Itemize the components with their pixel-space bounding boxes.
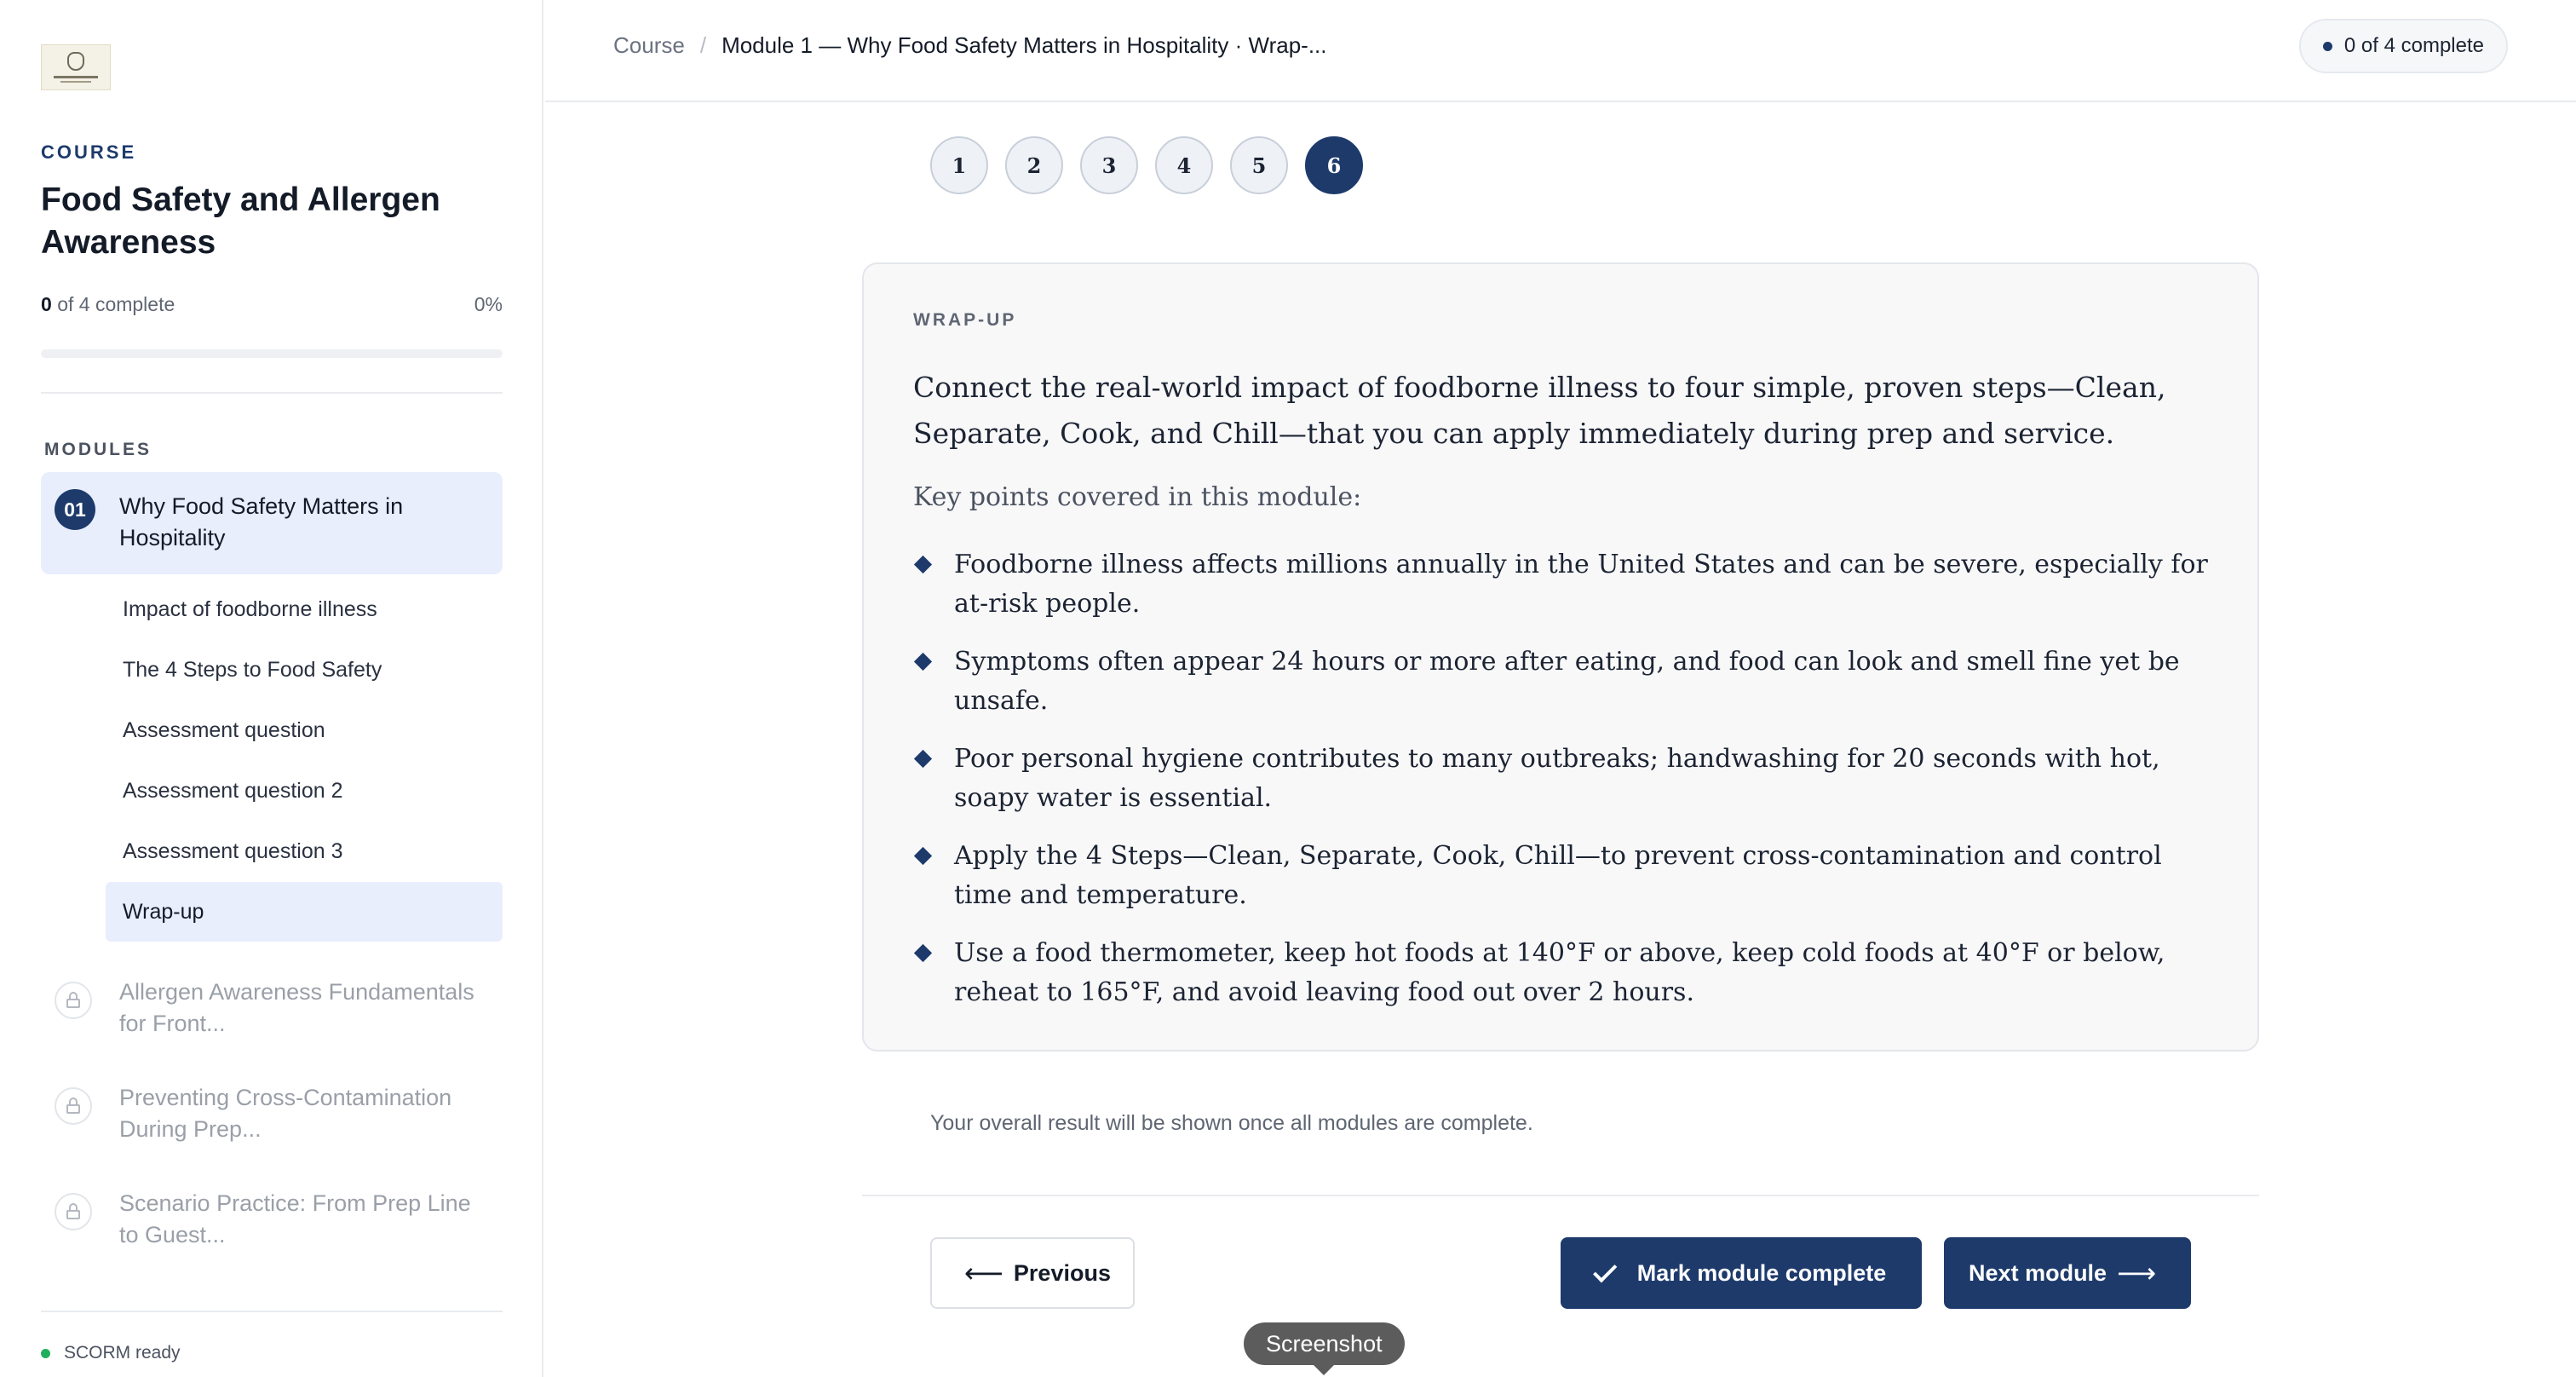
status-dot-icon [41,1349,50,1358]
step-button-6-current[interactable]: 6 [1305,136,1363,194]
step-button-4[interactable]: 4 [1155,136,1213,194]
footer-divider [862,1195,2259,1196]
module-item-locked [41,1082,503,1150]
diamond-bullet-icon [914,653,932,671]
completed-count: 0 [41,293,52,315]
breadcrumb-current: Module 1 — Why Food Safety Matters in Hospitality · Wrap-... [722,32,1327,58]
step-button-5[interactable]: 5 [1230,136,1288,194]
completed-suffix: of 4 complete [57,293,175,315]
next-module-label: Next module [1969,1259,2107,1286]
card-intro: Connect the real-world impact of foodborne illness to four simple, proven steps—Clean, Separate, Cook, and Chill—that you can apply immediately during prep and service. [913,371,2166,450]
top-bar [545,0,2576,102]
module-title-locked: Allergen Awareness Fundamentals for Front... [119,979,474,1036]
previous-button[interactable] [930,1237,1135,1309]
module-number-badge: 01 [55,489,95,530]
status-dot-icon [2323,42,2332,51]
sidebar-divider [41,1311,503,1312]
module-item-locked [41,1188,503,1256]
key-point [913,740,2225,818]
module-item-locked [41,977,503,1045]
card-subhead: Key points covered in this module: [913,482,1362,512]
key-point [913,545,2225,624]
lesson-item[interactable]: Impact of foodborne illness [123,596,377,621]
module-item-active[interactable] [41,472,503,574]
key-points-list [913,545,2225,1031]
diamond-bullet-icon [914,556,932,573]
card-kicker: WRAP-UP [913,310,1017,330]
step-button-3[interactable]: 3 [1080,136,1138,194]
previous-button-label: Previous [1013,1259,1111,1286]
diamond-bullet-icon [914,750,932,768]
key-point [913,934,2225,1012]
key-point-text: Use a food thermometer, keep hot foods at 140°F or above, keep cold foods at 40°F or below, reheat to 165°F, and avoid leaving food out over 2 hours. [954,938,2165,1007]
module-title: Why Food Safety Matters in Hospitality [119,493,404,550]
lesson-item-active[interactable]: Wrap-up [106,882,503,942]
progress-bar [41,349,503,358]
key-point [913,642,2225,721]
key-point [913,837,2225,915]
scorm-status [41,1343,181,1363]
scorm-status-label: SCORM ready [64,1343,181,1363]
mark-module-complete-button[interactable] [1561,1237,1922,1309]
step-button-2[interactable]: 2 [1005,136,1063,194]
modules-kicker: MODULES [44,440,152,459]
next-module-button[interactable] [1944,1237,2191,1309]
arrow-right-icon: ⟶ [2117,1258,2156,1288]
breadcrumb-separator: / [699,32,707,58]
module-title-locked: Preventing Cross-Contamination During Prep... [119,1085,452,1142]
completion-status-label: 0 of 4 complete [2343,34,2484,57]
mark-complete-label: Mark module complete [1636,1259,1887,1286]
module-title-locked: Scenario Practice: From Prep Line to Guest... [119,1190,471,1247]
diamond-bullet-icon [914,944,932,962]
lesson-item[interactable]: Assessment question [123,717,325,742]
breadcrumb [613,32,1327,59]
check-icon [1593,1259,1617,1282]
step-navigator [930,136,1363,194]
lock-icon [55,1087,92,1125]
lock-icon [55,982,92,1019]
key-point-text: Poor personal hygiene contributes to many outbreaks; handwashing for 20 seconds with hot, soapy water is essential. [954,744,2160,813]
key-point-text: Symptoms often appear 24 hours or more after eating, and food can look and smell fine yet be unsafe. [954,647,2180,716]
completion-status-badge [2299,19,2508,73]
step-button-1[interactable]: 1 [930,136,988,194]
diamond-bullet-icon [914,847,932,865]
course-progress-text [41,293,503,316]
brand-logo [41,44,111,90]
breadcrumb-course-link[interactable]: Course [613,32,685,58]
lesson-item[interactable]: The 4 Steps to Food Safety [123,657,382,682]
sidebar-divider [41,392,503,394]
course-title: Food Safety and Allergen Awareness [41,181,440,261]
sidebar [0,0,543,1377]
lesson-item[interactable]: Assessment question 2 [123,778,343,803]
progress-percent: 0% [474,293,503,315]
arrow-left-icon: ⟵ [964,1258,1003,1288]
lesson-item[interactable]: Assessment question 3 [123,838,343,863]
course-kicker: COURSE [41,141,137,163]
screenshot-tooltip: Screenshot [1244,1322,1405,1365]
wrap-up-card [862,262,2259,1051]
key-point-text: Foodborne illness affects millions annually in the United States and can be severe, especially for at-risk people. [954,550,2208,619]
key-point-text: Apply the 4 Steps—Clean, Separate, Cook, Chill—to prevent cross-contamination and control time and temperature. [954,841,2162,910]
lock-icon [55,1193,92,1230]
result-note: Your overall result will be shown once all modules are complete. [930,1111,1533,1135]
